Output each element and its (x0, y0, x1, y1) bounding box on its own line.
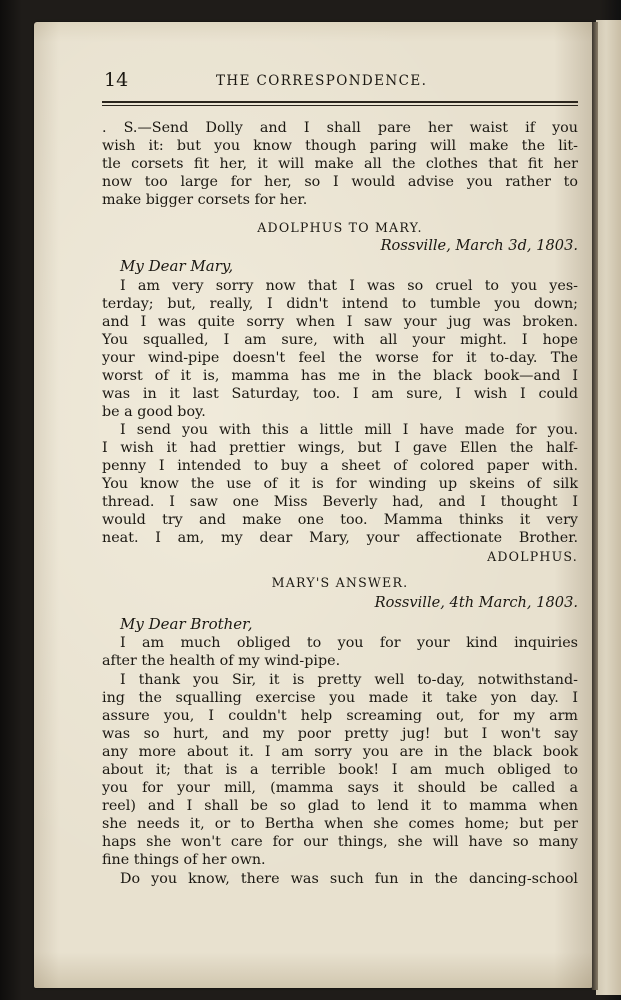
text-line: assure you, I couldn't help screaming out, for my arm (102, 708, 578, 724)
page-number: 14 (104, 69, 129, 91)
text-line: wish it: but you know though paring will make the lit- (102, 138, 578, 154)
text-line: would try and make one too. Mamma thinks it very (102, 512, 578, 528)
section-heading: MARY'S ANSWER. (271, 575, 409, 590)
facing-page-edge (596, 20, 621, 995)
header-rule (102, 101, 578, 103)
text-line: reel) and I shall be so glad to lend it to mamma when (102, 798, 578, 814)
text-line: she needs it, or to Bertha when she comes home; but per (102, 816, 578, 832)
text-line: I thank you Sir, it is pretty well to-day, notwithstand- (120, 672, 578, 688)
text-line: neat. I am, my dear Mary, your affectionate Brother. (102, 530, 578, 546)
text-line: was so hurt, and my poor pretty jug! but I won't say (102, 726, 578, 742)
book-page (34, 22, 594, 988)
page-content (34, 22, 594, 988)
text-line: . S.—Send Dolly and I shall pare her waist if you (102, 120, 578, 136)
dateline: Rossville, 4th March, 1803. (374, 594, 578, 611)
text-line: penny I intended to buy a sheet of colored paper with. (102, 458, 578, 474)
section-heading: ADOLPHUS TO MARY. (257, 220, 423, 235)
header-rule-thin (102, 105, 578, 106)
text-line: I send you with this a little mill I have made for you. (120, 422, 578, 438)
text-line: Do you know, there was such fun in the dancing-school (120, 871, 578, 887)
signature: ADOLPHUS. (487, 549, 578, 564)
text-line: tle corsets fit her, it will make all the clothes that fit her (102, 156, 578, 172)
text-line: your wind-pipe doesn't feel the worse for it to-day. The (102, 350, 578, 366)
text-line: was in it last Saturday, too. I am sure, I wish I could (102, 386, 578, 402)
text-line: you for your mill, (mamma says it should be called a (102, 780, 578, 796)
dateline: Rossville, March 3d, 1803. (380, 237, 578, 254)
text-line: You know the use of it is for winding up skeins of silk (102, 476, 578, 492)
text-line: I am much obliged to you for your kind inquiries (120, 635, 578, 651)
text-line: about it; that is a terrible book! I am much obliged to (102, 762, 578, 778)
running-head: THE CORRESPONDENCE. (216, 73, 428, 89)
text-line: worst of it is, mamma has me in the black book—and I (102, 368, 578, 384)
text-line: haps she won't care for our things, she will have so many (102, 834, 578, 850)
text-line: I am very sorry now that I was so cruel to you yes- (120, 278, 578, 294)
text-line: now too large for her, so I would advise you rather to (102, 174, 578, 190)
text-line: I wish it had prettier wings, but I gave Ellen the half- (102, 440, 578, 456)
salutation: My Dear Mary, (120, 257, 234, 275)
text-line: thread. I saw one Miss Beverly had, and I thought I (102, 494, 578, 510)
binding-fold (592, 22, 598, 990)
salutation: My Dear Brother, (120, 615, 253, 633)
text-line: fine things of her own. (102, 852, 266, 868)
text-line: any more about it. I am sorry you are in the black book (102, 744, 578, 760)
text-line: make bigger corsets for her. (102, 192, 308, 208)
text-line: You squalled, I am sure, with all your might. I hope (102, 332, 578, 348)
text-line: and I was quite sorry when I saw your jug was broken. (102, 314, 578, 330)
text-line: after the health of my wind-pipe. (102, 653, 341, 669)
text-line: terday; but, really, I didn't intend to tumble you down; (102, 296, 578, 312)
page-header (104, 69, 574, 91)
text-line: be a good boy. (102, 404, 206, 420)
text-line: ing the squalling exercise you made it take yon day. I (102, 690, 578, 706)
